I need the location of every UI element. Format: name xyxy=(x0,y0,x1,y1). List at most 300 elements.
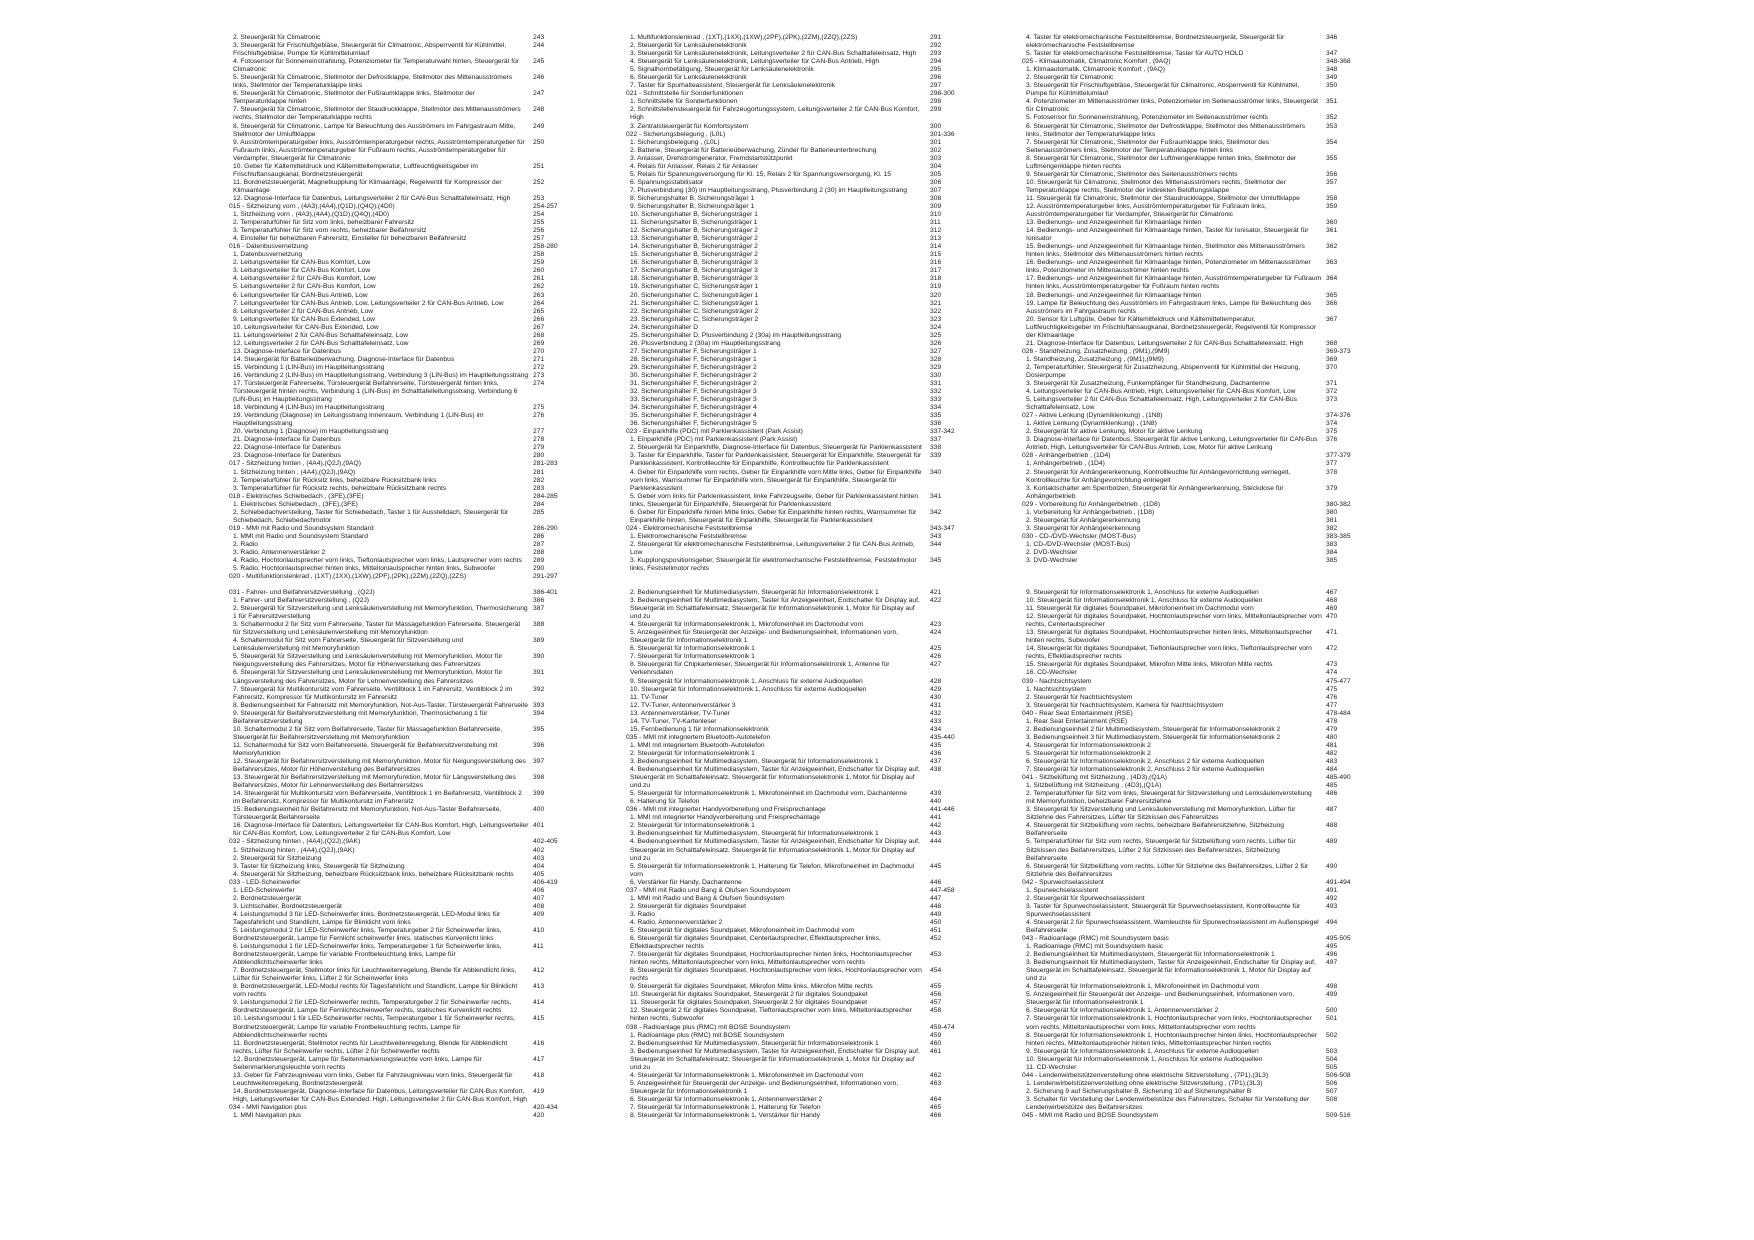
toc-entry xyxy=(229,557,571,565)
toc-entry-page: 338 xyxy=(930,444,942,452)
toc-entry-title: 33. Sicherungshalter F, Sicherungsträger 3 xyxy=(630,396,757,404)
toc-entry-page: 362 xyxy=(1326,243,1338,251)
toc-entry-page: 259 xyxy=(533,259,545,267)
toc-entry xyxy=(626,259,968,267)
toc-entry xyxy=(626,131,968,139)
toc-entry-page: 418 xyxy=(533,1071,545,1079)
toc-entry-title: 2. Temperaturfühler für Rücksitz links, beheizbare Rücksitzbank links xyxy=(233,476,437,484)
toc-entry-page: 346 xyxy=(1326,34,1338,41)
toc-entry xyxy=(626,710,968,718)
toc-entry xyxy=(1022,1015,1364,1031)
toc-entry xyxy=(1022,1096,1364,1112)
toc-entry-title: 033 - LED-Scheinwerfer xyxy=(229,878,301,886)
toc-entry-page: 361 xyxy=(1326,227,1338,235)
toc-entry-title: 045 - MMI mit Radio und BOSE Soundsystem xyxy=(1022,1112,1159,1120)
toc-entry xyxy=(1022,1112,1364,1120)
toc-entry-page: 369-373 xyxy=(1326,347,1351,355)
toc-entry-page: 322 xyxy=(930,307,942,315)
toc-entry-page: 341 xyxy=(930,492,942,500)
toc-entry-page: 494 xyxy=(1326,918,1338,926)
toc-entry-title: 2. Temperaturfühler, Steuergerät für Zusatzheizung, Absperrventil für Kühlmittel der Heizung, Dosierpumpe xyxy=(1026,363,1301,379)
toc-entry xyxy=(229,943,571,967)
toc-entry-page: 250 xyxy=(533,138,545,146)
toc-entry xyxy=(626,227,968,235)
toc-entry xyxy=(626,1096,968,1104)
toc-entry-page: 441-446 xyxy=(930,806,955,814)
toc-entry-title: 6. Steuergerät für Lenksäulenelektronik xyxy=(630,74,747,82)
toc-entry-title: 016 - Datenbusvernetzung xyxy=(229,243,308,251)
toc-entry xyxy=(229,235,571,243)
toc-entry xyxy=(1022,155,1364,171)
toc-entry-page: 402-405 xyxy=(533,838,558,846)
toc-entry-page: 245 xyxy=(533,58,545,66)
toc-entry-page: 363 xyxy=(1326,259,1338,267)
toc-entry-page: 359 xyxy=(1326,202,1338,210)
toc-entry-page: 352 xyxy=(1326,114,1338,122)
toc-entry-page: 268 xyxy=(533,331,545,339)
toc-entry-title: 1. MMI mit integrierter Handyvorbereitung und Freisprechanlage xyxy=(630,814,820,822)
toc-entry-page: 266 xyxy=(533,315,545,323)
toc-entry-title: 13. Sicherungshalter B, Sicherungsträger 2 xyxy=(630,235,758,243)
toc-entry-title: 035 - MMI mit integriertem Bluetooth-Autotelefon xyxy=(626,733,771,741)
toc-entry xyxy=(626,991,968,999)
toc-entry xyxy=(626,694,968,702)
toc-entry xyxy=(229,790,571,806)
toc-entry xyxy=(1022,903,1364,919)
toc-entry-page: 342 xyxy=(930,508,942,516)
toc-entry xyxy=(1022,1048,1364,1056)
toc-entry xyxy=(1022,919,1364,935)
toc-entry-title: 6. Steuergerät für digitales Soundpaket, Centerlautsprecher, Effektlautsprecher links, Effektlautsprecher rechts xyxy=(630,935,881,951)
toc-entry-page: 445 xyxy=(930,862,942,870)
toc-entry-page: 301 xyxy=(930,138,942,146)
toc-entry xyxy=(1022,66,1364,74)
toc-entry-page: 340 xyxy=(930,468,942,476)
toc-entry-title: 1. Anhängerbetrieb , (1D4) xyxy=(1026,460,1105,468)
toc-entry xyxy=(626,742,968,750)
toc-entry-page: 274 xyxy=(533,380,545,388)
toc-entry xyxy=(229,863,571,871)
toc-entry-title: 029 - Vorbereitung für Anhängerbetrieb , (1D8) xyxy=(1022,500,1160,508)
toc-entry-title: 14. Steuergerät für Batterieüberwachung, Diagnose-Interface für Datenbus xyxy=(233,355,455,363)
toc-entry-title: 5. Steuergerät für Informationselektronik 2 xyxy=(1026,749,1151,757)
toc-entry xyxy=(626,589,968,597)
toc-entry-title: 1. Vorbereitung für Anhängerbetrieb , (1D8) xyxy=(1026,508,1155,516)
toc-entry-title: 3. Taster für Spurwechselassistent, Steuergerät für Spurwechselassistent, Kontrollleuchte für Spurwechselassistent xyxy=(1026,902,1301,918)
toc-entry xyxy=(1022,316,1364,340)
toc-entry-page: 315 xyxy=(930,251,942,259)
toc-entry-title: 5. Anzeigeeinheit für Steuergerät der Anzeige- und Bedienungseinheit, Informationen vorn, Steuergerät für Informationselektronik 1 xyxy=(1026,991,1295,1007)
toc-entry-page: 372 xyxy=(1326,388,1338,396)
toc-entry xyxy=(1022,517,1364,525)
toc-entry-title: 21. Diagnose-Interface für Datenbus, Leitungsverteiler 2 für CAN-Bus Schalttafeleinsatz, High xyxy=(1026,339,1304,347)
toc-entry-title: 6. Leitungsverteiler für CAN-Bus Antrieb, Low xyxy=(233,291,368,299)
toc-entry-page: 358 xyxy=(1326,194,1338,202)
toc-entry-title: 1. Spurwechselassistent xyxy=(1026,886,1099,894)
toc-entry-page: 498 xyxy=(1326,983,1338,991)
toc-entry-title: 3. DVD-Wechsler xyxy=(1026,557,1078,565)
toc-entry-title: 8. Leitungsverteiler 2 für CAN-Bus Antrieb, Low xyxy=(233,307,374,315)
toc-entry-page: 291-297 xyxy=(533,573,558,581)
toc-entry xyxy=(229,34,571,42)
toc-entry-title: 3. Steuergerät für Anhängererkennung xyxy=(1026,524,1141,532)
toc-entry-title: 1. Nachtsichtsystem xyxy=(1026,685,1086,693)
toc-entry-title: 12. Steuergerät 2 für digitales Soundpaket, Tieftonlautsprecher vorn links, Mitteltonlautsprecher hinten rechts, Subwoofer xyxy=(630,1007,912,1023)
toc-entry xyxy=(626,292,968,300)
toc-entry-title: 1. Sitzbelüftung mit Sitzheizung , (4D3),(Q1A) xyxy=(1026,782,1162,790)
toc-entry-page: 249 xyxy=(533,122,545,130)
toc-entry xyxy=(229,195,571,203)
toc-entry-title: 13. Geber für Fahrzeugniveau vorn links, Geber für Fahrzeugniveau vorn links, Steuergerät für Leuchtweitenregelung, Bordnetzsteuergerät xyxy=(233,1071,513,1087)
toc-entry xyxy=(1022,452,1364,460)
toc-entry-page: 410 xyxy=(533,926,545,934)
toc-entry xyxy=(1022,460,1364,468)
toc-entry-title: 10. Schaltermodul 2 für Sitz vorn Beifahrerseite, Taster für Massagefunktion Beifahrerseite, Steuergerät für Beifahrersitzverstellung mit Memoryfunktion xyxy=(233,725,502,741)
toc-entry-page: 444 xyxy=(930,838,942,846)
toc-entry-page: 271 xyxy=(533,355,545,363)
toc-entry-title: 038 - Radioanlage plus (RMC) mit BOSE Soundsystem xyxy=(626,1023,790,1031)
toc-entry xyxy=(1022,678,1364,686)
toc-entry-page: 303 xyxy=(930,154,942,162)
toc-entry-page: 272 xyxy=(533,363,545,371)
toc-entry-title: 1. Schnittstelle für Sonderfunktionen xyxy=(630,98,738,106)
toc-column xyxy=(229,589,571,1120)
toc-entry xyxy=(229,324,571,332)
toc-entry-page: 356 xyxy=(1326,170,1338,178)
toc-entry xyxy=(626,557,968,573)
toc-entry-title: 11. TV-Tuner xyxy=(630,693,669,701)
toc-entry-title: 11. CD-Wechsler xyxy=(1026,1063,1077,1071)
toc-entry xyxy=(1022,589,1364,597)
toc-entry xyxy=(626,300,968,308)
toc-entry xyxy=(626,702,968,710)
toc-entry-title: 13. Antennenverstärker, TV-Tuner xyxy=(630,709,730,717)
toc-entry xyxy=(626,798,968,806)
toc-entry-page: 314 xyxy=(930,243,942,251)
toc-entry-page: 273 xyxy=(533,371,545,379)
toc-entry-title: 037 - MMI mit Radio und Bang & Olufsen Soundsystem xyxy=(626,886,791,894)
toc-entry xyxy=(1022,436,1364,452)
toc-entry xyxy=(1022,364,1364,380)
toc-entry-title: 11. Bordnetzsteuergerät, Stellmotor rechts für Leuchtweitenregelung, Blende für Abblendlicht rechts, Lüfter für Scheinwerfer rechts, Lüfter 2 für Scheinwerfer rechts xyxy=(233,1039,508,1055)
toc-entry-title: 5. Steuergerät für Informationselektronik 1, Mikrofoneinheit im Dachmodul vorn, Dachantenne xyxy=(630,790,907,798)
toc-entry-page: 422 xyxy=(930,597,942,605)
toc-entry xyxy=(626,493,968,509)
toc-entry-page: 258-280 xyxy=(533,243,558,251)
toc-entry-page: 365 xyxy=(1326,291,1338,299)
toc-entry-page: 426 xyxy=(930,653,942,661)
toc-entry xyxy=(1022,806,1364,822)
toc-entry xyxy=(229,967,571,983)
toc-entry-page: 495 xyxy=(1326,943,1338,951)
toc-entry xyxy=(229,903,571,911)
toc-entry-title: 5. Taster für elektromechanische Feststellbremse, Taster für AUTO HOLD xyxy=(1026,50,1244,58)
toc-entry-title: 4. Steuergerät für Sitzheizung, beheizbare Rücksitzbank links, beheizbare Rücksitzbank rechts xyxy=(233,870,514,878)
toc-entry-title: 27. Sicherungshalter F, Sicherungsträger 1 xyxy=(630,347,757,355)
toc-entry-title: 2. Sicherung 9 auf Sicherungshalter B, Sicherung 10 auf Sicherungshalter B xyxy=(1026,1087,1252,1095)
toc-entry-page: 357 xyxy=(1326,178,1338,186)
toc-entry-page: 441 xyxy=(930,814,942,822)
toc-entry xyxy=(626,999,968,1007)
toc-entry xyxy=(229,243,571,251)
toc-entry-page: 435 xyxy=(930,741,942,749)
toc-entry xyxy=(1022,742,1364,750)
toc-entry-title: 3. Zentralsteuergerät für Komfortsystem xyxy=(630,122,749,130)
toc-entry-page: 491-494 xyxy=(1326,878,1351,886)
toc-entry-page: 496 xyxy=(1326,951,1338,959)
toc-entry xyxy=(1022,750,1364,758)
toc-entry xyxy=(1022,356,1364,364)
toc-entry xyxy=(1022,114,1364,122)
toc-entry-page: 383-385 xyxy=(1326,532,1351,540)
toc-entry-title: 3. Schalter für Verstellung der Lendenwirbelstütze des Fahrersitzes, Schalter für Verstellung der Lendenwirbelstütze des Beifahrersitzes xyxy=(1026,1095,1310,1111)
toc-entry-page: 386-401 xyxy=(533,589,558,596)
toc-entry-title: 3. Steuergerät für Frischluftgebläse, Steuergerät für Climatronic, Absperrventil für Kühlmittel, Pumpe für Kühlmittelumlauf xyxy=(1026,82,1300,98)
toc-entry-title: 9. Steuergerät für Informationselektronik 1, Anschluss für externe Audioquellen xyxy=(1026,589,1259,596)
toc-entry-title: 022 - Sicherungsbelegung , (L0L) xyxy=(626,130,726,138)
toc-entry xyxy=(1022,300,1364,316)
toc-entry xyxy=(1022,991,1364,1007)
toc-entry xyxy=(626,718,968,726)
toc-entry-title: 20. Sensor für Luftgüte, Geber für Kältemitteldruck und Kältemitteltemperatur, Luftfeuchtigkeitsgeber im Frischluftansaugkanal, Bordnetzsteuergerät, Regelventil für Kompressor der Klimaanlage xyxy=(1026,315,1316,339)
toc-entry xyxy=(626,1032,968,1040)
toc-entry xyxy=(1022,179,1364,195)
toc-entry xyxy=(626,42,968,50)
toc-entry-title: 026 - Standheizung, Zusatzheizung , (9M1),(9M9) xyxy=(1022,347,1170,355)
toc-entry xyxy=(626,203,968,211)
toc-entry xyxy=(229,485,571,493)
toc-entry-title: 9. Steuergerät für Beifahrersitzverstellung mit Memoryfunktion, Thermosicherung 1 für Beifahrersitzverstellung xyxy=(233,709,488,725)
toc-entry-page: 481 xyxy=(1326,741,1338,749)
toc-entry xyxy=(626,404,968,412)
toc-entry-page: 327 xyxy=(930,347,942,355)
toc-entry-page: 400 xyxy=(533,806,545,814)
toc-entry-title: 4. Leitungsverteiler für CAN-Bus Antrieb, High, Leitungsverteiler für CAN-Bus Komfort, Low xyxy=(1026,388,1296,396)
toc-entry xyxy=(1022,525,1364,533)
toc-entry-title: 13. Diagnose-Interface für Datenbus xyxy=(233,347,341,355)
toc-entry-page: 278 xyxy=(533,436,545,444)
toc-entry xyxy=(626,766,968,790)
toc-entry-page: 466 xyxy=(930,1112,942,1120)
toc-entry-title: 10. Steuergerät für digitales Soundpaket, Steuergerät 2 für digitales Soundpaket xyxy=(630,991,868,999)
toc-entry-title: 2. Bedienungseinheit für Multimediasystem, Steuergerät für Informationselektronik 1 xyxy=(630,589,879,596)
toc-entry-title: 9. Steuergerät für Informationselektronik 1, Anschluss für externe Audioquellen xyxy=(630,677,863,685)
toc-entry-page: 299 xyxy=(930,106,942,114)
toc-entry-page: 504 xyxy=(1326,1055,1338,1063)
toc-entry-title: 14. Bordnetzsteuergerät, Diagnose-Interface für Datenbus, Leitungsverteiler für CAN-Bus Komfort, High, Leitungsverteiler für CAN-Bus Extended, High, Leitungsverteiler 2 für CAN-Bus Komfort, High xyxy=(233,1087,528,1103)
toc-entry xyxy=(1022,629,1364,645)
toc-entry-page: 480 xyxy=(1326,733,1338,741)
toc-entry xyxy=(626,903,968,911)
toc-entry xyxy=(1022,340,1364,348)
toc-entry xyxy=(229,477,571,485)
toc-entry xyxy=(1022,863,1364,879)
toc-entry xyxy=(626,356,968,364)
toc-entry xyxy=(1022,380,1364,388)
toc-entry xyxy=(626,1080,968,1096)
toc-entry-page: 337 xyxy=(930,436,942,444)
toc-entry-page: 493 xyxy=(1326,902,1338,910)
toc-entry-page: 279 xyxy=(533,444,545,452)
toc-entry-title: 1. MMI mit integriertem Bluetooth-Autotelefon xyxy=(630,741,765,749)
toc-entry xyxy=(626,195,968,203)
toc-entry xyxy=(1022,139,1364,155)
toc-entry-page: 306 xyxy=(930,178,942,186)
toc-entry-title: 4. Steuergerät für Lenksäulenelektronik, Leitungsverteiler für CAN-Bus Antrieb, High xyxy=(630,58,880,66)
toc-entry-page: 324 xyxy=(930,323,942,331)
toc-entry-page: 450 xyxy=(930,918,942,926)
toc-entry xyxy=(229,726,571,742)
toc-entry-title: 16. Sicherungshalter B, Sicherungsträger 3 xyxy=(630,259,758,267)
toc-entry-page: 281-283 xyxy=(533,460,558,468)
toc-entry-title: 12. Steuergerät für Beifahrersitzverstellung mit Memoryfunktion, Motor für Neigungsverstellung des Beifahrersitzes, Motor für Höhenverstellung des Beifahrersitzes xyxy=(233,757,526,774)
toc-entry xyxy=(1022,726,1364,734)
toc-entry xyxy=(229,855,571,863)
toc-entry-title: 16. CD-Wechsler xyxy=(1026,669,1077,677)
toc-entry-title: 1. Sicherungsbelegung , (L0L) xyxy=(630,138,720,146)
toc-entry-title: 29. Sicherungshalter F, Sicherungsträger 2 xyxy=(630,363,757,371)
toc-entry-title: 2. Steuergerät für Informationselektronik 1 xyxy=(630,749,755,757)
toc-entry-page: 351 xyxy=(1326,98,1338,106)
toc-entry-title: 13. Steuergerät für Beifahrersitzverstellung mit Memoryfunktion, Motor für Längsverstellung des Beifahrersitzes, Motor für Lehnenverstellung des Beifahrersitzes xyxy=(233,774,516,790)
toc-entry-page: 413 xyxy=(533,983,545,991)
toc-entry-title: 1. Radioanlage plus (RMC) mit BOSE Soundsystem xyxy=(630,1031,785,1039)
toc-entry-title: 4. Bedienungseinheit für Multimediasystem, Taster für Anzeigeeinheit, Endschalter für Display auf, Steuergerät im Schalttafeleinsatz, Steuergerät für Informationselektronik 1, Motor für Display auf und zu xyxy=(630,838,920,862)
toc-entry-title: 14. TV-Tuner, TV-Kartenleser xyxy=(630,717,717,725)
toc-entry-title: 15. Sicherungshalter B, Sicherungsträger 2 xyxy=(630,251,758,259)
toc-entry-title: 6. Steuergerät für Informationselektronik 2, Anschluss 2 für externe Audioquellen xyxy=(1026,757,1265,765)
toc-entry xyxy=(626,283,968,291)
toc-entry-title: 3. Leitungsverteiler für CAN-Bus Komfort, Low xyxy=(233,267,371,275)
toc-entry xyxy=(229,887,571,895)
toc-entry-title: 3. Bedienungseinheit für Multimediasystem, Taster für Anzeigeeinheit, Endschalter für Display auf, Steuergerät im Schalttafeleinsatz, Steuergerät für Informationselektronik 1, Motor für Display auf und zu xyxy=(1026,959,1316,983)
toc-entry-page: 323 xyxy=(930,315,942,323)
toc-entry-page: 255 xyxy=(533,219,545,227)
toc-entry xyxy=(626,661,968,677)
toc-entry-title: 1. LED-Scheinwerfer xyxy=(233,886,295,894)
toc-entry xyxy=(626,726,968,734)
toc-entry xyxy=(626,364,968,372)
toc-entry xyxy=(626,629,968,645)
toc-entry-page: 337-342 xyxy=(930,428,955,436)
toc-entry-title: 2. Batterie, Steuergerät für Batterieüberwachung, Zünder für Batterieunterbrechung xyxy=(630,146,877,154)
toc-entry-page: 478 xyxy=(1326,717,1338,725)
toc-entry xyxy=(626,82,968,90)
toc-entry-page: 434 xyxy=(930,725,942,733)
toc-entry-title: 5. Leistungsmodul 2 für LED-Scheinwerfer links, Temperaturgeber 2 für Scheinwerfer links, Bordnetzsteuergerät, Lampe für Fernlicht scheinwerfer links, statisches Kurvenlicht links xyxy=(233,926,502,943)
toc-entry xyxy=(626,66,968,74)
toc-entry-title: 024 - Elektromechanische Feststellbremse xyxy=(626,524,753,532)
toc-entry-page: 280 xyxy=(533,452,545,460)
toc-entry-page: 331 xyxy=(930,380,942,388)
toc-entry xyxy=(626,887,968,895)
toc-entry-page: 391 xyxy=(533,669,545,677)
toc-entry-title: 2. Leitungsverteiler für CAN-Bus Komfort, Low xyxy=(233,259,371,267)
toc-entry-page: 277 xyxy=(533,428,545,436)
toc-entry xyxy=(229,356,571,364)
toc-entry-page: 251 xyxy=(533,162,545,170)
toc-entry-page: 386 xyxy=(533,597,545,605)
toc-entry xyxy=(1022,549,1364,557)
toc-entry xyxy=(229,871,571,879)
toc-entry-title: 5. Signalhornbetätigung, Steuergerät für Lenksäulenelektronik xyxy=(630,66,814,74)
toc-entry-title: 5. Fotosensor für Sonneneinstrahlung, Potenziometer im Seitenausströmer rechts xyxy=(1026,114,1268,122)
toc-entry-page: 313 xyxy=(930,235,942,243)
toc-entry-title: 025 - Klimaautomatik, Climatronic Komfort , (9AQ) xyxy=(1022,58,1171,66)
toc-entry-title: 7. Steuergerät für Informationselektronik 1 xyxy=(630,653,755,661)
toc-entry-page: 464 xyxy=(930,1095,942,1103)
toc-entry-title: 1. Elektromechanische Feststellbremse xyxy=(630,532,747,540)
toc-entry xyxy=(1022,887,1364,895)
toc-entry-page: 468 xyxy=(1326,597,1338,605)
toc-entry xyxy=(229,123,571,139)
toc-entry-title: 034 - MMI Navigation plus xyxy=(229,1104,307,1111)
toc-entry xyxy=(626,597,968,621)
toc-entry-title: 5. Radio, Hochtonlautsprecher hinten links, Mitteltonlautsprecher hinten links, Subwoofer xyxy=(233,565,496,573)
toc-entry-title: 13. Steuergerät für digitales Soundpaket, Hochtonlautsprecher hinten links, Mitteltonlautsprecher hinten rechts, Subwoofer xyxy=(1026,629,1313,645)
toc-entry xyxy=(626,525,968,533)
toc-entry-page: 343 xyxy=(930,532,942,540)
toc-entry-title: 1. Datenbusvernetzung xyxy=(233,251,303,259)
toc-entry xyxy=(626,171,968,179)
toc-entry-title: 12. Ausströmtemperaturgeber links, Ausströmtemperaturgeber für Fußraum links, Ausströmtemperaturgeber für Verdampfer, Steuergerät für Climatronic xyxy=(1026,202,1267,219)
toc-entry xyxy=(1022,275,1364,291)
toc-column xyxy=(626,34,968,573)
toc-entry-title: 8. Bordnetzsteuergerät, LED-Modul rechts für Tagesfahrlicht und Standlicht, Lampe für Blinklicht vorn rechts xyxy=(233,983,518,999)
toc-entry-title: 1. Sitzheizung hinten , (4A4),(Q2J),(9AQ) xyxy=(233,468,356,476)
toc-entry-title: 10. Sicherungshalter B, Sicherungsträger 1 xyxy=(630,211,758,219)
toc-entry xyxy=(229,1104,571,1112)
toc-entry-page: 382 xyxy=(1326,524,1338,532)
toc-entry xyxy=(626,147,968,155)
toc-entry-title: 14. Steuergerät für digitales Soundpaket, Tieftonlautsprecher vorn links, Tieftonlautsprecher vorn rechts, Effektlautsprecher rechts xyxy=(1026,645,1312,661)
toc-entry xyxy=(626,275,968,283)
toc-entry xyxy=(626,388,968,396)
toc-entry-page: 307 xyxy=(930,186,942,194)
toc-entry-title: 5. Relais für Spannungsversorgung für Kl. 15, Relais 2 für Spannungsversorgung, Kl. 15 xyxy=(630,170,891,178)
toc-entry-page: 489 xyxy=(1326,838,1338,846)
toc-entry xyxy=(1022,485,1364,501)
toc-entry xyxy=(1022,98,1364,114)
toc-entry xyxy=(229,163,571,179)
toc-entry-title: 2. Steuergerät für Climatronic xyxy=(1026,74,1114,82)
toc-entry-page: 373 xyxy=(1326,396,1338,404)
toc-entry xyxy=(1022,58,1364,66)
toc-entry-page: 401 xyxy=(533,822,545,830)
toc-entry xyxy=(1022,501,1364,509)
toc-entry xyxy=(229,758,571,774)
toc-entry-page: 364 xyxy=(1326,275,1338,283)
toc-entry-title: 34. Sicherungshalter F, Sicherungsträger 4 xyxy=(630,404,757,412)
toc-entry-page: 334 xyxy=(930,404,942,412)
toc-entry xyxy=(229,308,571,316)
toc-entry-title: 3. Temperaturfühler für Sitz vorn rechts, beheizbarer Beifahrersitz xyxy=(233,227,427,235)
toc-entry-title: 2. Bedienungseinheit 2 für Multimediasystem, Steuergerät für Informationselektronik 2 xyxy=(1026,725,1281,733)
toc-entry-page: 248 xyxy=(533,106,545,114)
toc-entry-title: 015 - Sitzheizung vorn , (4A3),(4A4),(Q1D),(Q4Q),(4D0) xyxy=(229,202,395,210)
toc-entry xyxy=(229,895,571,903)
toc-entry-title: 1. Rear Seat Entertainment (RSE) xyxy=(1026,717,1128,725)
toc-entry-title: 041 - Sitzbelüftung mit Sitzheizung , (4D3),(Q1A) xyxy=(1022,774,1167,782)
toc-entry-title: 6. Verstärker für Handy, Dachantenne xyxy=(630,878,742,886)
toc-entry-page: 284-285 xyxy=(533,492,558,500)
toc-entry-page: 254-257 xyxy=(533,202,558,210)
toc-entry-title: 10. Leistungsmodul 1 für LED-Scheinwerfer rechts, Temperaturgeber 1 für Scheinwerfer rechts, Bordnetzsteuergerät, Lampe für variable Frontbeleuchtung rechts, Lampe für Abblendlichtscheinwerfer rechts xyxy=(233,1015,515,1039)
toc-entry-title: 8. Steuergerät für digitales Soundpaket, Hochtonlautsprecher vorn links, Hochtonlautsprecher vorn rechts xyxy=(630,967,922,983)
toc-entry-title: 028 - Anhängerbetrieb , (1D4) xyxy=(1022,452,1111,460)
toc-entry-page: 407 xyxy=(533,894,545,902)
toc-entry xyxy=(626,469,968,493)
